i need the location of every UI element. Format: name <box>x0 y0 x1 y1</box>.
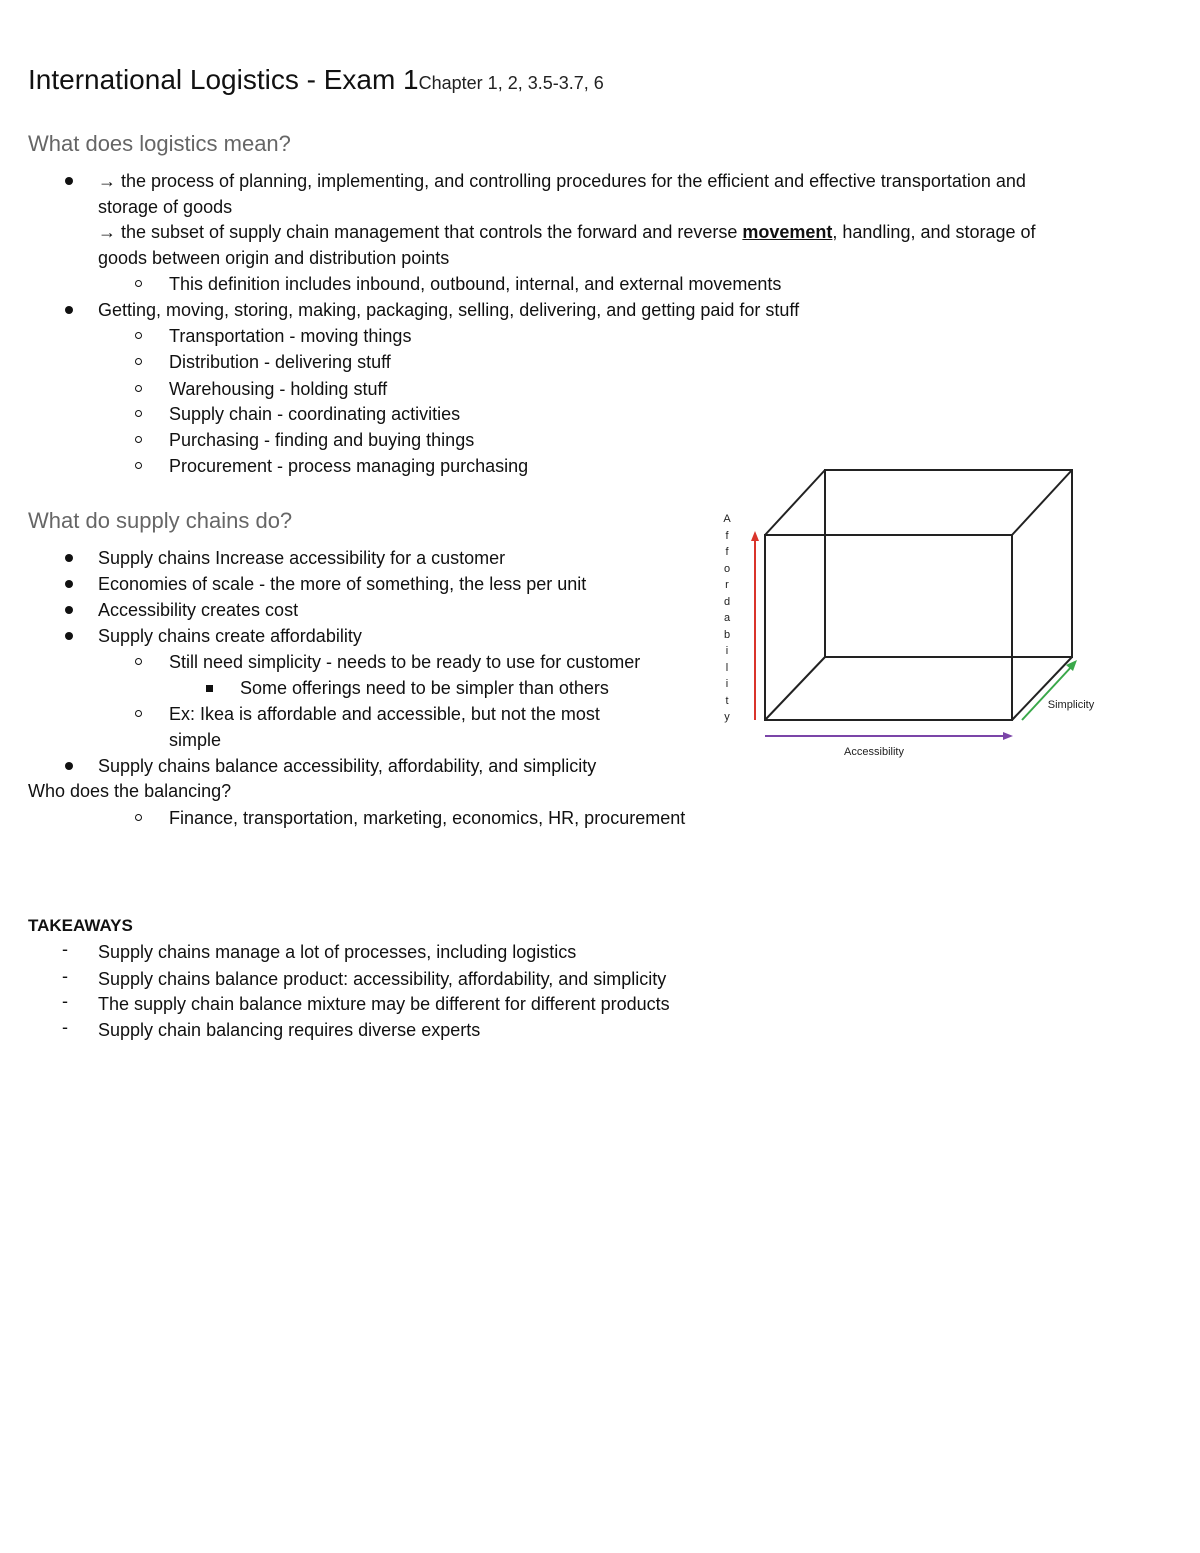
cube-edge <box>765 657 825 720</box>
bullet-icon <box>65 632 73 640</box>
section-heading-logistics: What does logistics mean? <box>28 131 291 156</box>
circle-bullet-icon <box>135 385 142 392</box>
title-main: International Logistics - Exam 1 <box>28 64 419 95</box>
definition-2-prefix: → the subset of supply chain management that controls the forward and reverse <box>98 222 743 242</box>
affordability-axis <box>751 531 759 720</box>
square-bullet-icon <box>206 685 213 692</box>
dash-bullet-icon: - <box>62 1017 68 1037</box>
cube-edge <box>765 470 825 535</box>
axis-label-letter: r <box>725 579 729 591</box>
simplicity-item: Still need simplicity - needs to be ready to use for customer <box>169 652 641 672</box>
list-item: Procurement - process managing purchasing <box>169 456 529 476</box>
list-item: Transportation - moving things <box>169 326 412 346</box>
bullet-icon <box>65 177 73 185</box>
definition-2-line-2: goods between origin and distribution points <box>98 248 450 268</box>
list-item: Distribution - delivering stuff <box>169 352 391 372</box>
circle-bullet-icon <box>135 658 142 665</box>
simplicity-label: Simplicity <box>1047 699 1095 711</box>
dash-bullet-icon: - <box>62 939 68 959</box>
circle-bullet-icon <box>135 710 142 717</box>
who-answer: Finance, transportation, marketing, economics, HR, procurement <box>169 808 686 828</box>
bullet-icon <box>65 606 73 614</box>
axis-label-letter: b <box>723 629 731 641</box>
axis-label-letter: l <box>725 662 729 674</box>
circle-bullet-icon <box>135 332 142 339</box>
bullet-icon <box>65 554 73 562</box>
takeaway-item: Supply chains manage a lot of processes, including logistics <box>98 942 577 962</box>
takeaway-item: Supply chain balancing requires diverse experts <box>98 1020 481 1040</box>
accessibility-axis <box>765 732 1013 740</box>
accessibility-arrowhead <box>1003 732 1013 740</box>
circle-bullet-icon <box>135 462 142 469</box>
document-title <box>28 64 604 96</box>
list-item: Warehousing - holding stuff <box>169 379 388 399</box>
cube-edge <box>1012 470 1072 535</box>
activities-item: Getting, moving, storing, making, packaging, selling, delivering, and getting paid for stuff <box>98 300 800 320</box>
bullet-icon <box>65 306 73 314</box>
axis-label-letter: a <box>723 612 731 624</box>
axis-label-letter: f <box>725 530 729 542</box>
who-question: Who does the balancing? <box>28 781 232 801</box>
axis-label-letter: i <box>725 678 729 690</box>
accessibility-label: Accessibility <box>844 746 904 758</box>
section-heading-supply-chains: What do supply chains do? <box>28 508 293 533</box>
list-item: Supply chains Increase accessibility for a customer <box>98 548 506 568</box>
affordability-label <box>723 513 731 723</box>
bullet-icon <box>65 580 73 588</box>
ikea-item-line-1: Ex: Ikea is affordable and accessible, but not the most <box>169 704 600 724</box>
definition-2-suffix: , handling, and storage of <box>832 222 1036 242</box>
circle-bullet-icon <box>135 280 142 287</box>
axis-label-letter: i <box>725 645 729 657</box>
list-item: Accessibility creates cost <box>98 600 299 620</box>
definition-1-line-1: → the process of planning, implementing, and controlling procedures for the efficient and effective transportation and <box>98 171 1026 191</box>
definition-2-emphasis: movement <box>742 222 833 242</box>
cube-back-face <box>825 470 1072 657</box>
simplicity-arrow <box>1022 665 1073 720</box>
circle-bullet-icon <box>135 358 142 365</box>
bullet-icon <box>65 762 73 770</box>
cube-edges <box>765 470 1072 720</box>
axis-label-letter: y <box>724 711 730 723</box>
dash-bullet-icon: - <box>62 966 68 986</box>
takeaway-item: The supply chain balance mixture may be different for different products <box>98 994 670 1014</box>
balance-item: Supply chains balance accessibility, affordability, and simplicity <box>98 756 597 776</box>
circle-bullet-icon <box>135 410 142 417</box>
takeaways-heading: TAKEAWAYS <box>28 916 133 935</box>
axis-label-letter: o <box>723 563 731 575</box>
list-item: Supply chain - coordinating activities <box>169 404 461 424</box>
definition-2-line-1 <box>98 219 1036 245</box>
list-item: Supply chains create affordability <box>98 626 362 646</box>
list-item: Economies of scale - the more of something, the less per unit <box>98 574 587 594</box>
list-item: Purchasing - finding and buying things <box>169 430 475 450</box>
dash-bullet-icon: - <box>62 991 68 1011</box>
affordability-arrowhead <box>751 531 759 541</box>
simpler-item: Some offerings need to be simpler than others <box>240 678 609 698</box>
circle-bullet-icon <box>135 436 142 443</box>
axis-label-letter: t <box>725 695 729 707</box>
definition-note: This definition includes inbound, outbound, internal, and external movements <box>169 274 782 294</box>
cube-front-face <box>765 535 1012 720</box>
definition-1-line-2: storage of goods <box>98 197 233 217</box>
takeaway-item: Supply chains balance product: accessibility, affordability, and simplicity <box>98 969 667 989</box>
axis-label-letter: d <box>723 596 731 608</box>
axis-label-letter: f <box>725 546 729 558</box>
title-chapters: Chapter 1, 2, 3.5-3.7, 6 <box>418 73 604 93</box>
axis-label-letter: A <box>723 513 731 525</box>
circle-bullet-icon <box>135 814 142 821</box>
ikea-item-line-2: simple <box>169 730 222 750</box>
simplicity-axis <box>1022 660 1077 720</box>
cube-diagram <box>700 455 1120 775</box>
